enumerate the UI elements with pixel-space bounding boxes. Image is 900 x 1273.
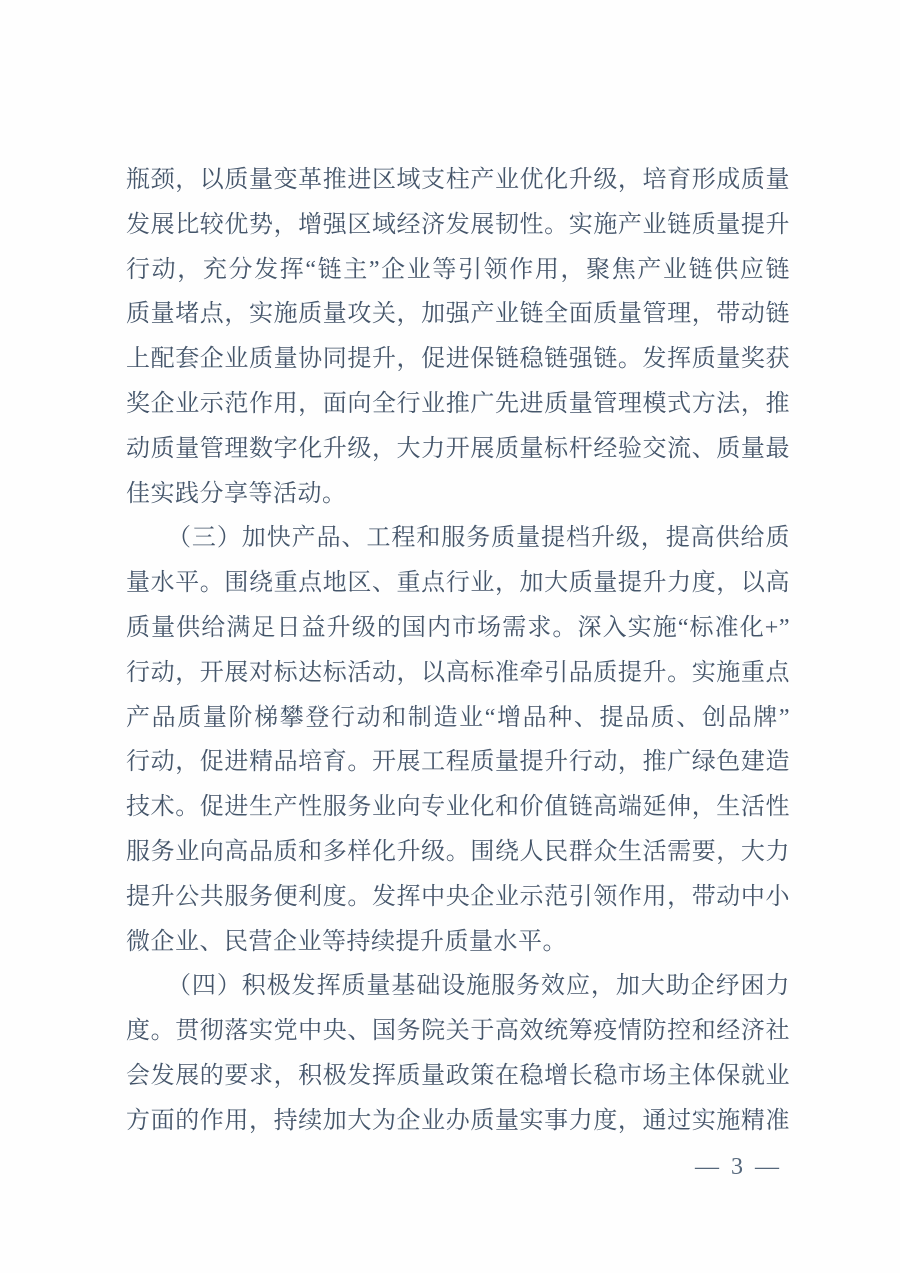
body-line: 度。贯彻落实党中央、国务院关于高效统筹疫情防控和经济社 — [126, 1018, 790, 1045]
body-line: 会发展的要求，积极发挥质量政策在稳增长稳市场主体保就业 — [126, 1062, 790, 1089]
document-body — [126, 158, 790, 1144]
body-line: 产品质量阶梯攀登行动和制造业“增品种、提品质、创品牌” — [126, 704, 790, 731]
body-line: 质量供给满足日益升级的国内市场需求。深入实施“标准化+” — [126, 614, 790, 641]
body-line: 瓶颈，以质量变革推进区域支柱产业优化升级，培育形成质量 — [126, 167, 790, 193]
body-line: 提升公共服务便利度。发挥中央企业示范引领作用，带动中小 — [126, 883, 790, 910]
body-line: 行动，促进精品培育。开展工程质量提升行动，推广绿色建造 — [126, 749, 790, 776]
body-line: 上配套企业质量协同提升，促进保链稳链强链。发挥质量奖获 — [126, 346, 790, 373]
body-line: 动质量管理数字化升级，大力开展质量标杆经验交流、质量最 — [126, 435, 790, 462]
body-line: 行动，充分发挥“链主”企业等引领作用，聚焦产业链供应链 — [126, 256, 790, 283]
body-line-paragraph-end: 微企业、民营企业等持续提升质量水平。 — [126, 928, 567, 955]
page-number: — 3 — — [695, 1154, 782, 1180]
body-line-section-4-start: （四）积极发挥质量基础设施服务效应，加大助企纾困力 — [167, 973, 790, 1000]
body-line: 奖企业示范作用，面向全行业推广先进质量管理模式方法，推 — [126, 390, 790, 417]
body-line: 服务业向高品质和多样化升级。围绕人民群众生活需要，大力 — [126, 838, 790, 865]
body-line-section-3-start: （三）加快产品、工程和服务质量提档升级，提高供给质 — [167, 525, 790, 552]
body-line-paragraph-end: 佳实践分享等活动。 — [126, 480, 347, 507]
body-line: 量水平。围绕重点地区、重点行业，加大质量提升力度，以高 — [126, 570, 790, 597]
body-line: 质量堵点，实施质量攻关，加强产业链全面质量管理，带动链 — [126, 301, 790, 328]
body-line: 行动，开展对标达标活动，以高标准牵引品质提升。实施重点 — [126, 659, 790, 686]
body-line: 技术。促进生产性服务业向专业化和价值链高端延伸，生活性 — [126, 794, 790, 821]
body-line: 发展比较优势，增强区域经济发展韧性。实施产业链质量提升 — [126, 211, 790, 238]
body-line: 方面的作用，持续加大为企业办质量实事力度，通过实施精准 — [126, 1107, 790, 1134]
